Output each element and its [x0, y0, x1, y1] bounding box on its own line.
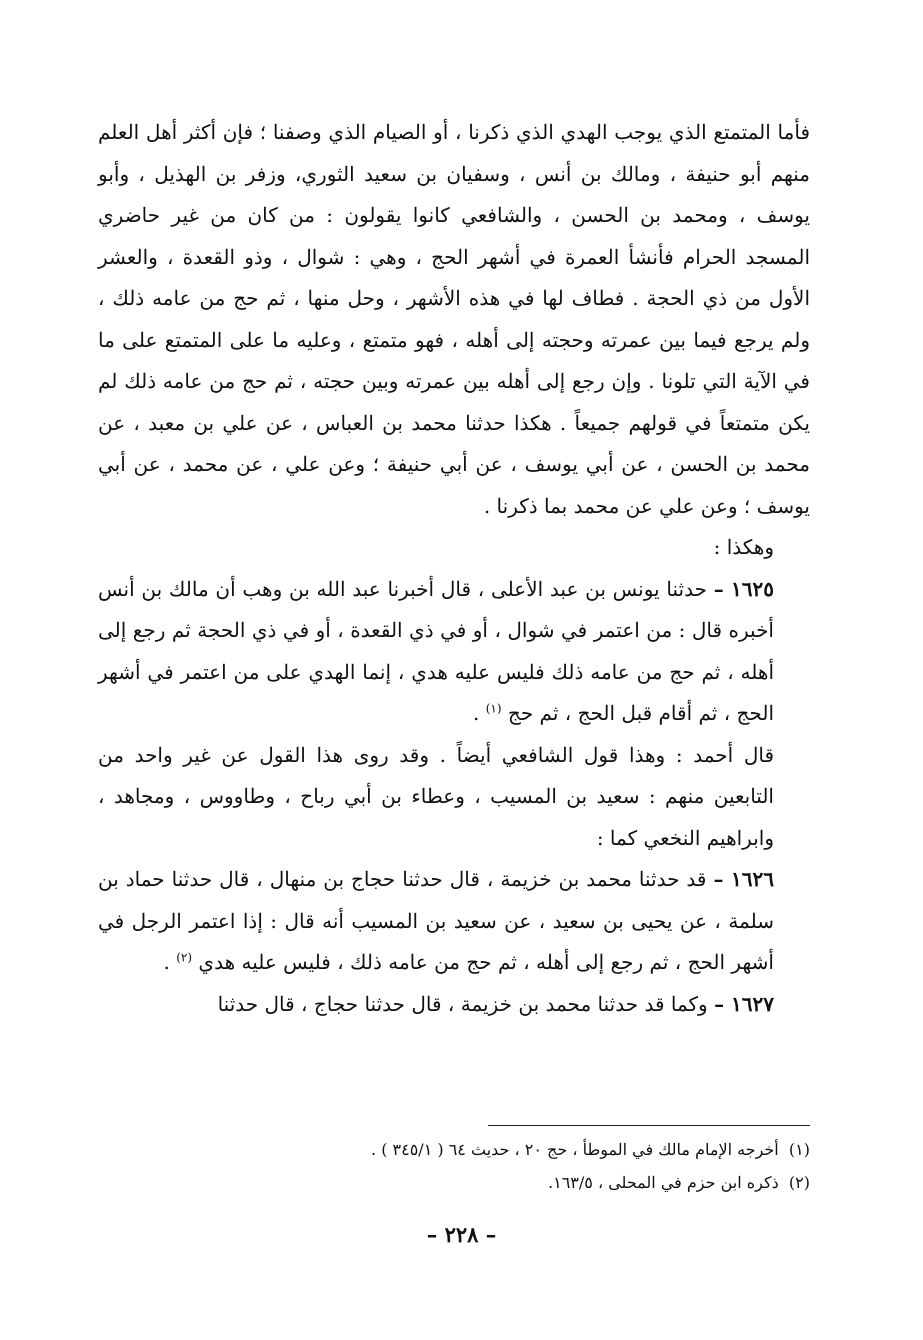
- hadith-text: قد حدثنا محمد بن خزيمة ، قال حدثنا حجاج بن منهال ، قال حدثنا حماد بن سلمة ، عن يحيى بن سعيد ، عن سعيد بن المسيب أنه قال : إذا اعتمر الرجل في أشهر الحج ، ثم رجع إلى أهله ، ثم حج من عامه ذلك ، فليس عليه هدي: [98, 867, 774, 974]
- hadith-1627: [98, 984, 810, 1026]
- hadith-number: ١٦٢٧ –: [714, 991, 774, 1016]
- footnote-number: (١): [788, 1140, 810, 1159]
- paragraph-qala-ahmad: قال أحمد : وهذا قول الشافعي أيضاً . وقد روى هذا القول عن غير واحد من التابعين منهم : سعيد بن المسيب ، وعطاء بن أبي رباح ، وطاووس ، ومجاهد ، وابراهيم النخعي كما :: [98, 742, 774, 850]
- hadith-text: حدثنا يونس بن عبد الأعلى ، قال أخبرنا عبد الله بن وهب أن مالك بن أنس أخبره قال : من اعتمر في شوال ، أو في ذي القعدة ، أو في ذي الحجة ثم رجع إلى أهله ، ثم حج من عامه ذلك فليس عليه هدي ، إنما الهدي على من اعتمر في أشهر الحج ، ثم أقام قبل الحج ، ثم حج: [98, 576, 774, 725]
- hadith-1626: [98, 859, 810, 984]
- footnote-number: (٢): [788, 1173, 810, 1192]
- hadith-end: .: [163, 950, 170, 974]
- paragraph-mutamatti: فأما المتمتع الذي يوجب الهدي الذي ذكرنا ، أو الصيام الذي وصفنا ؛ فإن أكثر أهل العلم منهم أبو حنيفة ، ومالك بن أنس ، وسفيان بن سعيد الثوري، وزفر بن الهذيل ، وأبو يوسف ، ومحمد بن الحسن ، والشافعي كانوا يقولون : من كان من غير حاضري المسجد الحرام فأنشأ العمرة في أشهر الحج ، وهي : شوال ، وذو القعدة ، والعشر الأول من ذي الحجة . فطاف لها في هذه الأشهر ، وحل منها ، ثم حج من عامه ذلك ، ولم يرجع فيما بين عمرته وحجته إلى أهله ، فهو متمتع ، وعليه ما على المتمتع على ما في الآية التي تلونا . وإن رجع إلى أهله بين عمرته وبين حجته ، ثم حج من عامه ذلك لم يكن متمتعاً في قولهم جميعاً . هكذا حدثنا محمد بن العباس ، عن علي بن معبد ، عن محمد بن الحسن ، عن أبي يوسف ، عن أبي حنيفة ؛ وعن علي ، عن محمد ، عن أبي يوسف ؛ وعن علي عن محمد بما ذكرنا .: [98, 120, 810, 518]
- footnote-divider: [488, 1125, 810, 1126]
- footnote-text: أخرجه الإمام مالك في الموطأ ، حج ٢٠ ، حديث ٦٤ ( ٣٤٥/١ ) .: [371, 1140, 779, 1159]
- hadith-1625: [98, 569, 810, 735]
- hadith-end: .: [473, 701, 480, 725]
- paragraph-wahakadha: وهكذا :: [713, 535, 774, 559]
- footnote-ref: (٢): [176, 950, 193, 965]
- main-text: [98, 112, 810, 1025]
- footnote-text: ذكره ابن حزم في المحلى ، ١٦٣/٥.: [548, 1173, 779, 1192]
- page-number: – ٢٢٨ –: [426, 1222, 497, 1247]
- hadith-text: وكما قد حدثنا محمد بن خزيمة ، قال حدثنا حجاج ، قال حدثنا: [217, 991, 708, 1016]
- footnote-ref: (١): [485, 701, 502, 716]
- hadith-number: ١٦٢٦ –: [713, 867, 775, 891]
- hadith-number: ١٦٢٥ –: [713, 576, 775, 601]
- footnotes: [210, 1133, 810, 1199]
- footnote-2: [210, 1166, 810, 1199]
- footnote-1: [210, 1133, 810, 1166]
